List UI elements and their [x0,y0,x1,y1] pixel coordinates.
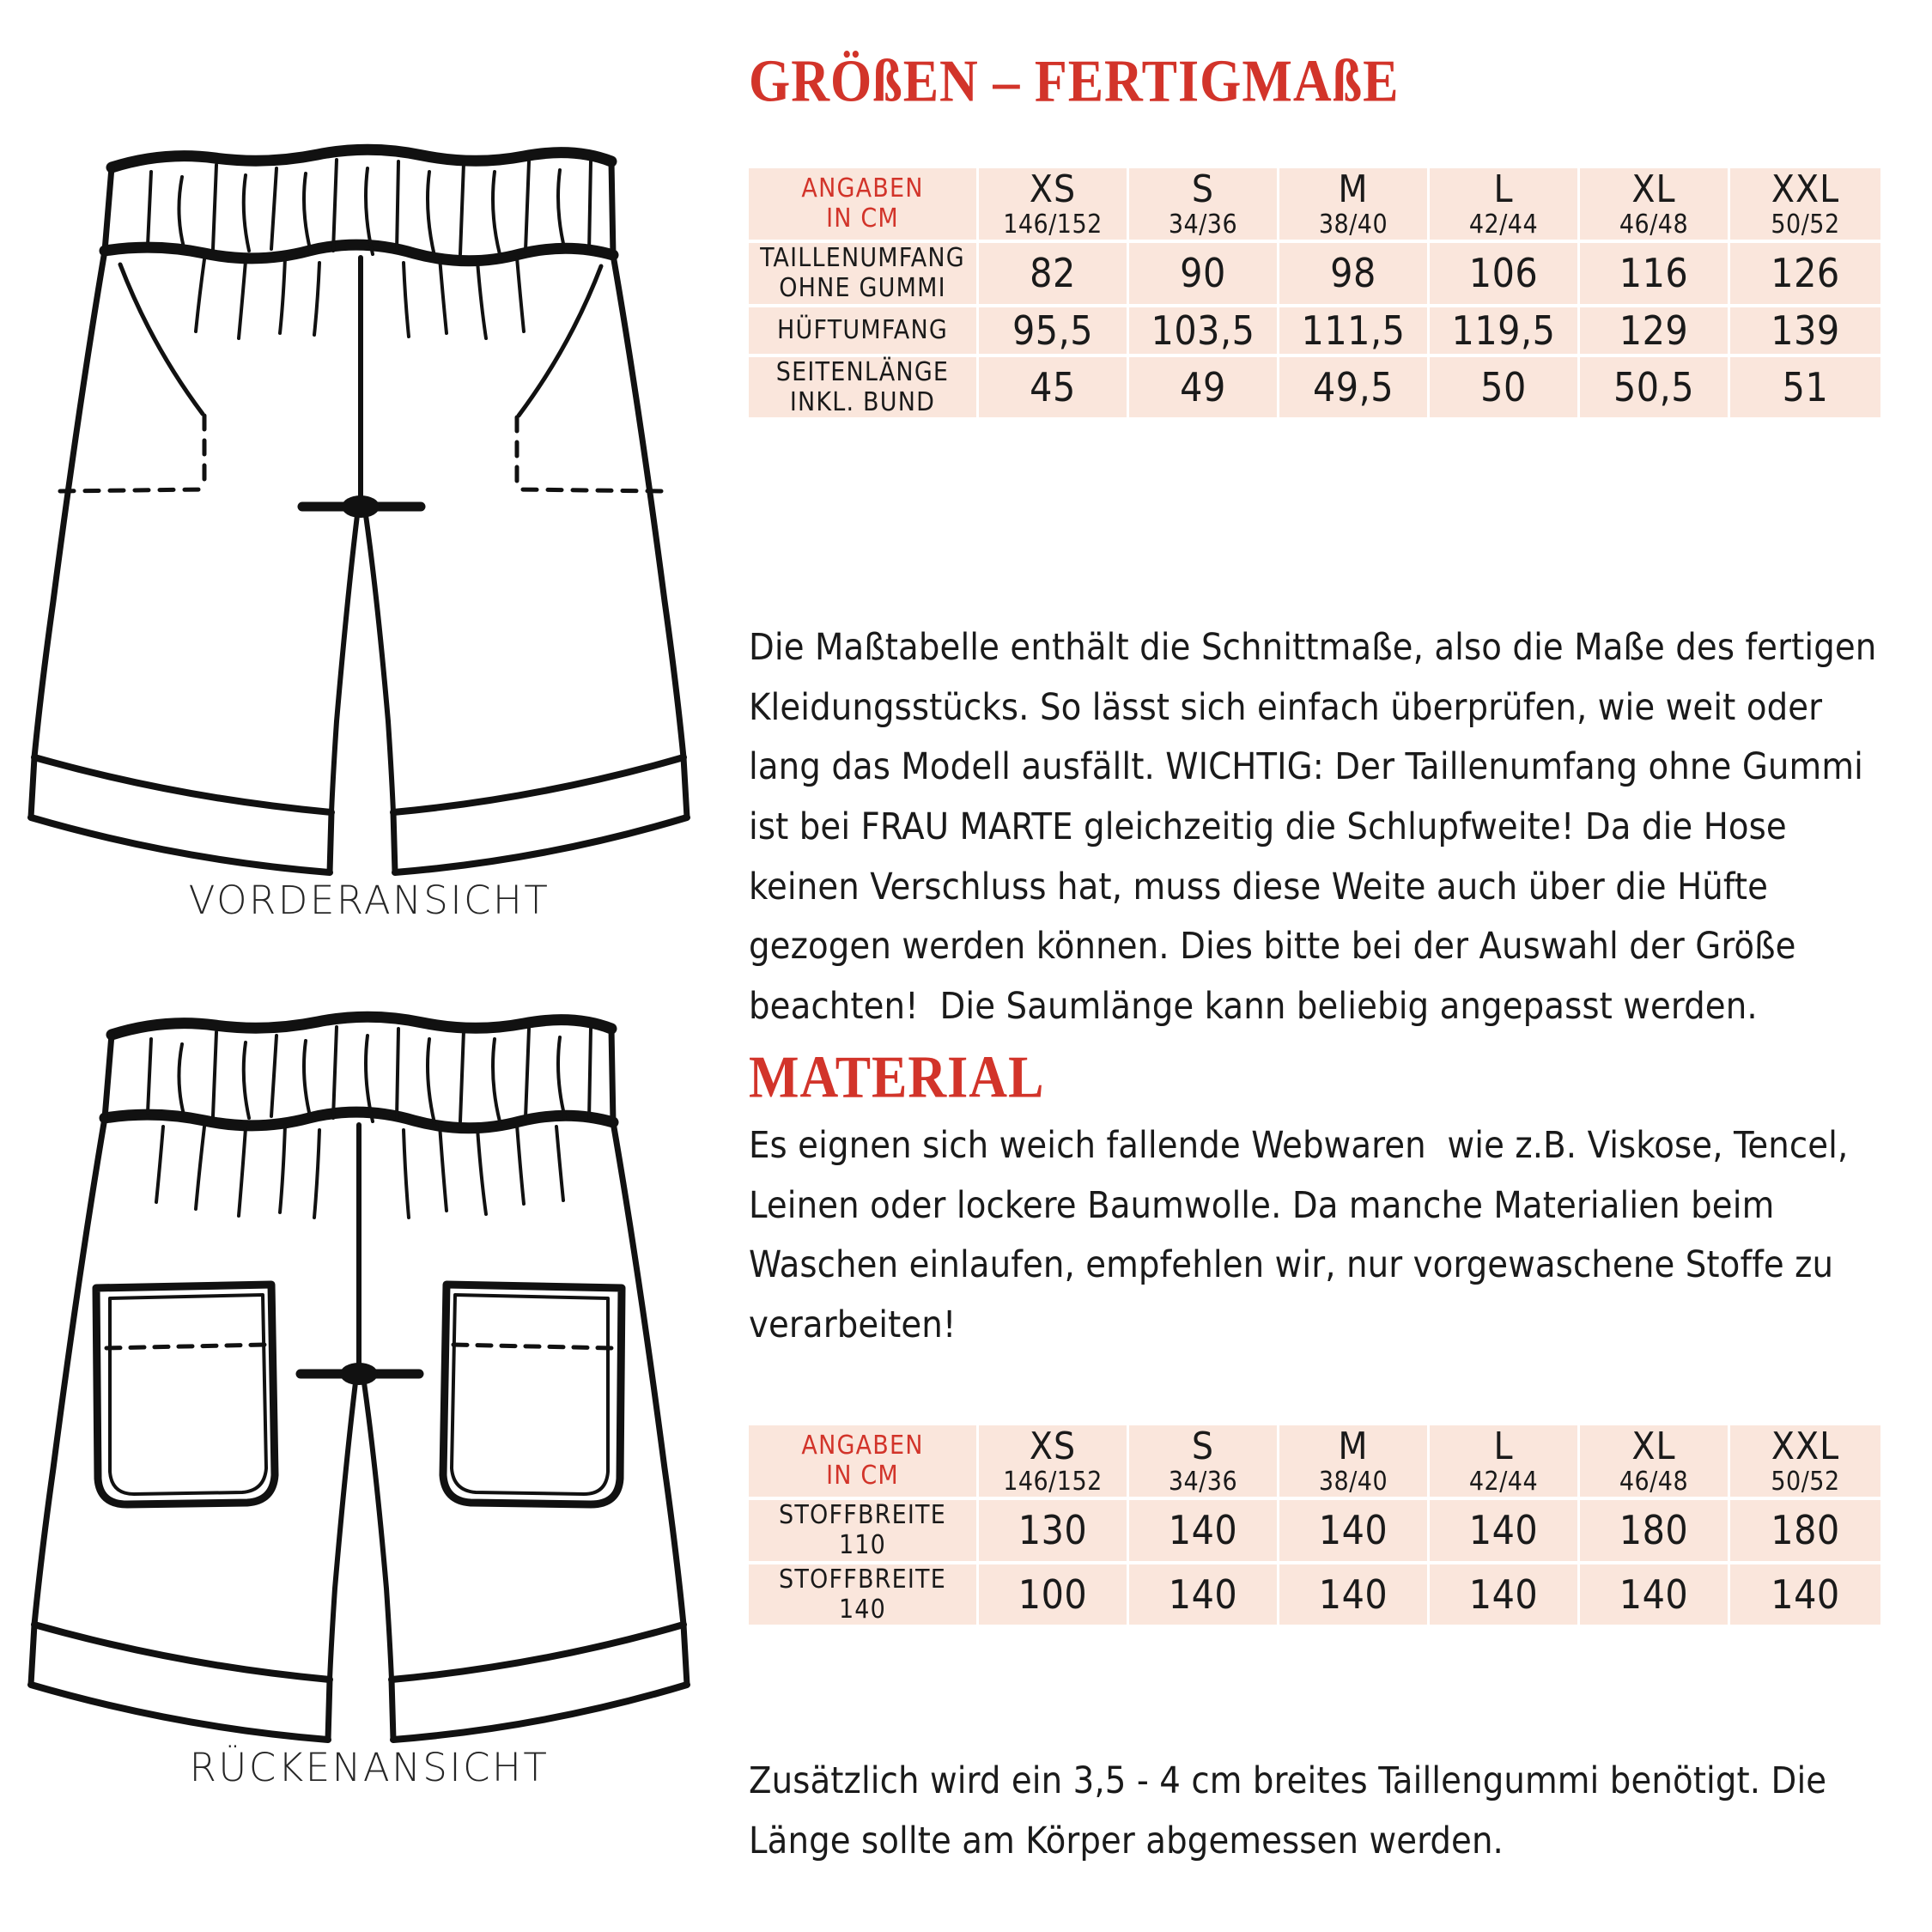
illustration-column [0,0,738,1932]
angaben-label: ANGABEN [801,173,924,204]
cell-value: 140 [1430,1500,1580,1564]
table-row [749,1500,1880,1564]
cell-value: 140 [1129,1564,1279,1625]
material-section-title: MATERIAL [749,1045,1045,1111]
column-header-xxl: XXL 50/52 [1730,1425,1880,1500]
back-view-label: RÜCKENANSICHT [189,1745,550,1790]
incm-label: IN CM [826,1461,899,1492]
cell-value: 111,5 [1279,307,1430,357]
row-label-stoffbreite-110: STOFFBREITE 110 [749,1500,979,1564]
front-view-label: VORDERANSICHT [188,878,550,923]
cell-value: 103,5 [1129,307,1279,357]
table-header-label [749,1425,979,1500]
column-header-m: M 38/40 [1279,168,1430,243]
shorts-front-technical-drawing [0,120,738,910]
cell-value: 90 [1129,243,1279,307]
shorts-back-technical-drawing [0,987,738,1777]
cell-value: 126 [1730,243,1880,307]
column-header-s: S 34/36 [1129,1425,1279,1500]
column-header-xl: XL 46/48 [1580,1425,1730,1500]
column-header-xs: XS 146/152 [979,1425,1129,1500]
cell-value: 106 [1430,243,1580,307]
sizes-section-title: GRÖßEN – FERTIGMAßE [749,49,1400,115]
column-header-xs: XS 146/152 [979,168,1129,243]
column-header-xl: XL 46/48 [1580,168,1730,243]
table-row [749,243,1880,307]
table-header-row [749,1425,1880,1500]
column-header-xxl: XXL 50/52 [1730,168,1880,243]
cell-value: 98 [1279,243,1430,307]
cell-value: 49,5 [1279,357,1430,418]
table-row [749,307,1880,357]
cell-value: 100 [979,1564,1129,1625]
row-label-hueftumfang: HÜFTUMFANG [749,307,979,357]
column-header-m: M 38/40 [1279,1425,1430,1500]
cell-value: 95,5 [979,307,1129,357]
row-label-stoffbreite-140: STOFFBREITE 140 [749,1564,979,1625]
cell-value: 45 [979,357,1129,418]
cell-value: 51 [1730,357,1880,418]
angaben-label: ANGABEN [801,1431,924,1461]
column-header-l: L 42/44 [1430,1425,1580,1500]
content-column [749,0,1887,1932]
cell-value: 140 [1730,1564,1880,1625]
cell-value: 50 [1430,357,1580,418]
cell-value: 180 [1580,1500,1730,1564]
incm-label: IN CM [826,204,899,234]
cell-value: 116 [1580,243,1730,307]
table-header-label [749,168,979,243]
cell-value: 50,5 [1580,357,1730,418]
cell-value: 140 [1129,1500,1279,1564]
material-note-paragraph: Zusätzlich wird ein 3,5 - 4 cm breites Taillengummi benötigt. Die Länge sollte am Körper abgemessen werden. [749,1759,1838,1862]
column-header-s: S 34/36 [1129,168,1279,243]
cell-value: 49 [1129,357,1279,418]
row-label-taillenumfang: TAILLENUMFANG OHNE GUMMI [749,243,979,307]
sizes-paragraph: Die Maßtabelle enthält die Schnittmaße, also die Maße des fertigen Kleidungsstücks. So lässt sich einfach überprüfen, wie weit oder lang das Modell ausfällt. WICHTIG: Der Taillenumfang ohne Gummi ist bei FRAU MARTE gleichzeitig die Schlupfweite! Da die Hose keinen Verschluss hat, muss diese Weite auch über die Hüfte gezogen werden können. Dies bitte bei der Auswahl der Größe beachten! Die Saumlänge kann beliebig angepasst werden. [749,626,1887,1028]
column-header-l: L 42/44 [1430,168,1580,243]
material-paragraph: Es eignen sich weich fallende Webwaren wie z.B. Viskose, Tencel, Leinen oder lockere Baumwolle. Da manche Materialien beim Waschen einlaufen, empfehlen wir, nur vorgewaschene Stoffe zu verarbeiten! [749,1124,1859,1346]
cell-value: 139 [1730,307,1880,357]
table-header-row [749,168,1880,243]
measurements-table [749,168,1880,417]
cell-value: 130 [979,1500,1129,1564]
cell-value: 180 [1730,1500,1880,1564]
cell-value: 140 [1580,1564,1730,1625]
row-label-seitenlaenge: SEITENLÄNGE INKL. BUND [749,357,979,418]
table-row [749,357,1880,418]
table-row [749,1564,1880,1625]
cell-value: 119,5 [1430,307,1580,357]
cell-value: 140 [1279,1564,1430,1625]
fabric-requirements-table [749,1425,1880,1625]
cell-value: 140 [1430,1564,1580,1625]
cell-value: 129 [1580,307,1730,357]
cell-value: 82 [979,243,1129,307]
cell-value: 140 [1279,1500,1430,1564]
